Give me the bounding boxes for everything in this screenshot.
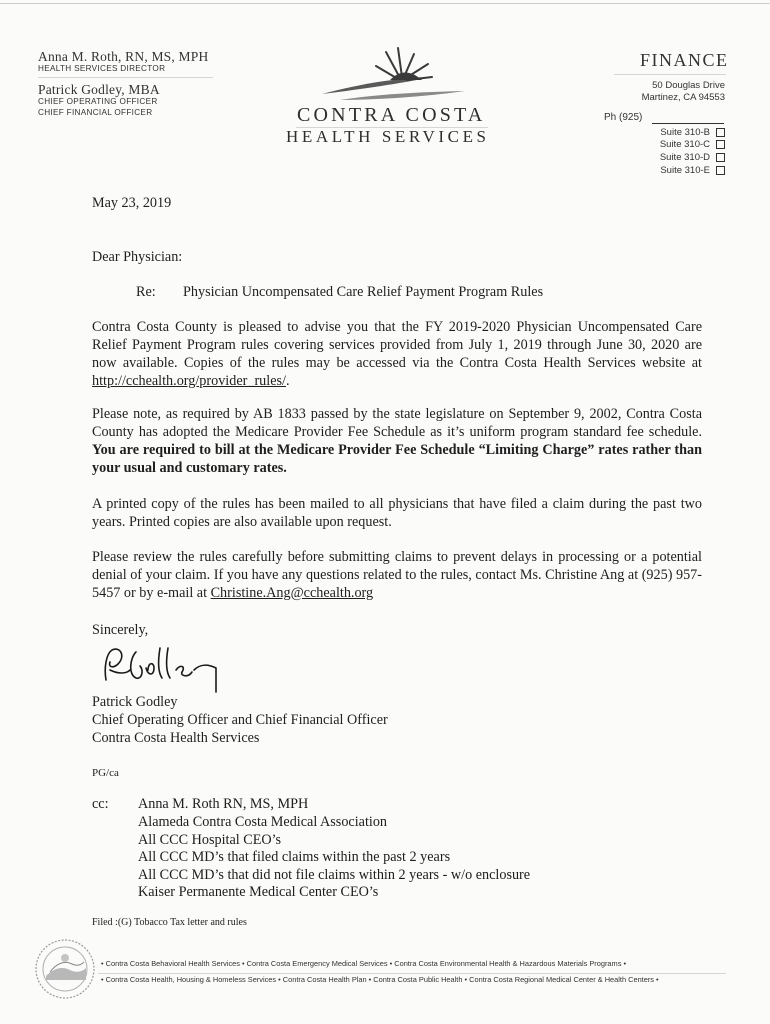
paragraph-review (92, 548, 702, 602)
header-divider (38, 77, 213, 78)
checkbox-icon (716, 153, 725, 162)
mountain-logo-icon (300, 44, 480, 108)
paragraph-printed-copy (92, 495, 702, 531)
paragraph-fee-schedule-bold: You are required to bill at the Medicare Provider Fee Schedule “Limiting Charge” rates rather than your usual and customary rates. (92, 442, 702, 476)
checkbox-icon (716, 140, 725, 149)
header-name-director: Anna M. Roth, RN, MS, MPH (38, 49, 209, 64)
suite-option (660, 139, 725, 150)
header-name-coo: Patrick Godley, MBA (38, 82, 160, 97)
phone-label: Ph (925) (604, 112, 643, 123)
cc-recipient: Alameda Contra Costa Medical Association (138, 814, 388, 830)
signature-icon (96, 640, 226, 696)
checkbox-icon (716, 128, 725, 137)
paragraph-fee-schedule (92, 405, 702, 477)
cc-recipient: Kaiser Permanente Medical Center CEO’s (138, 884, 379, 900)
signer-name: Patrick Godley (92, 694, 178, 710)
letter-date: May 23, 2019 (92, 195, 172, 211)
footer-programs-line2: • Contra Costa Health, Housing & Homeless Services • Contra Costa Health Plan • Contra Costa Public Health • Contra Costa Regional Medical Center & Health Centers • (101, 975, 659, 984)
filed-note: Filed :(G) Tobacco Tax letter and rules (92, 917, 247, 928)
top-scan-line (0, 3, 770, 4)
suite-option (660, 127, 725, 138)
typist-initials: PG/ca (92, 767, 119, 779)
suite-label: Suite 310-D (659, 152, 710, 163)
paragraph-printed-copy-text: A printed copy of the rules has been mailed to all physicians that have filed a claim during the past two years. Printed copies are also available upon request. (92, 496, 702, 530)
logo-title-line2: HEALTH SERVICES (286, 127, 490, 146)
signer-title: Chief Operating Officer and Chief Financial Officer (92, 712, 388, 728)
salutation: Dear Physician: (92, 249, 183, 265)
department-divider (614, 74, 726, 75)
address-city: Martinez, CA 94553 (641, 92, 725, 103)
header-title-director: HEALTH SERVICES DIRECTOR (38, 64, 166, 73)
signer-organization: Contra Costa Health Services (92, 730, 260, 746)
re-subject: Physician Uncompensated Care Relief Payment Program Rules (183, 284, 544, 300)
closing: Sincerely, (92, 622, 149, 638)
footer-programs-line1: • Contra Costa Behavioral Health Services • Contra Costa Emergency Medical Services • Contra Costa Environmental Health & Hazardous Materials Programs • (101, 959, 627, 968)
suite-option (660, 165, 725, 176)
footer-divider (98, 973, 726, 974)
logo-title-line1: CONTRA COSTA (297, 104, 486, 126)
contact-email-link[interactable]: Christine.Ang@cchealth.org (210, 585, 374, 601)
paragraph-intro (92, 318, 702, 390)
suite-label: Suite 310-E (660, 165, 710, 176)
cc-recipient: All CCC Hospital CEO’s (138, 832, 282, 848)
cc-label: cc: (92, 796, 109, 812)
re-label: Re: (136, 284, 156, 300)
suite-label: Suite 310-C (659, 139, 710, 150)
header-title-cfo: CHIEF FINANCIAL OFFICER (38, 108, 153, 117)
header-title-coo: CHIEF OPERATING OFFICER (38, 97, 158, 106)
provider-rules-link[interactable]: http://cchealth.org/provider_rules/ (92, 373, 286, 389)
suite-label: Suite 310-B (660, 127, 710, 138)
department-title: FINANCE (640, 50, 729, 70)
cc-recipient: All CCC MD’s that filed claims within the past 2 years (138, 849, 451, 865)
cc-recipient: Anna M. Roth RN, MS, MPH (138, 796, 309, 812)
paragraph-intro-end: . (285, 373, 290, 389)
suite-option (660, 152, 725, 163)
county-seal-icon (34, 938, 96, 1000)
cc-recipient: All CCC MD’s that did not file claims within 2 years - w/o enclosure (138, 867, 531, 883)
paragraph-fee-schedule-text: Please note, as required by AB 1833 passed by the state legislature on September 9, 2002, Contra Costa County has adopted the Medicare Provider Fee Schedule as it’s uniform program standard fee schedule. (92, 406, 702, 440)
address-street: 50 Douglas Drive (652, 80, 725, 91)
phone-blank-line (652, 123, 724, 124)
paragraph-review-text: Please review the rules carefully before submitting claims to prevent delays in processing or a potential denial of your claim. If you have any questions related to the rules, contact Ms. Christine Ang at (925) 957-5457 or by e-mail at (92, 549, 702, 601)
checkbox-icon (716, 166, 725, 175)
paragraph-intro-text: Contra Costa County is pleased to advise you that the FY 2019-2020 Physician Uncompensated Care Relief Payment Program rules covering services provided from July 1, 2019 through June 30, 2020 are now available. Copies of the rules may be accessed via the Contra Costa Health Services website at (92, 319, 702, 371)
